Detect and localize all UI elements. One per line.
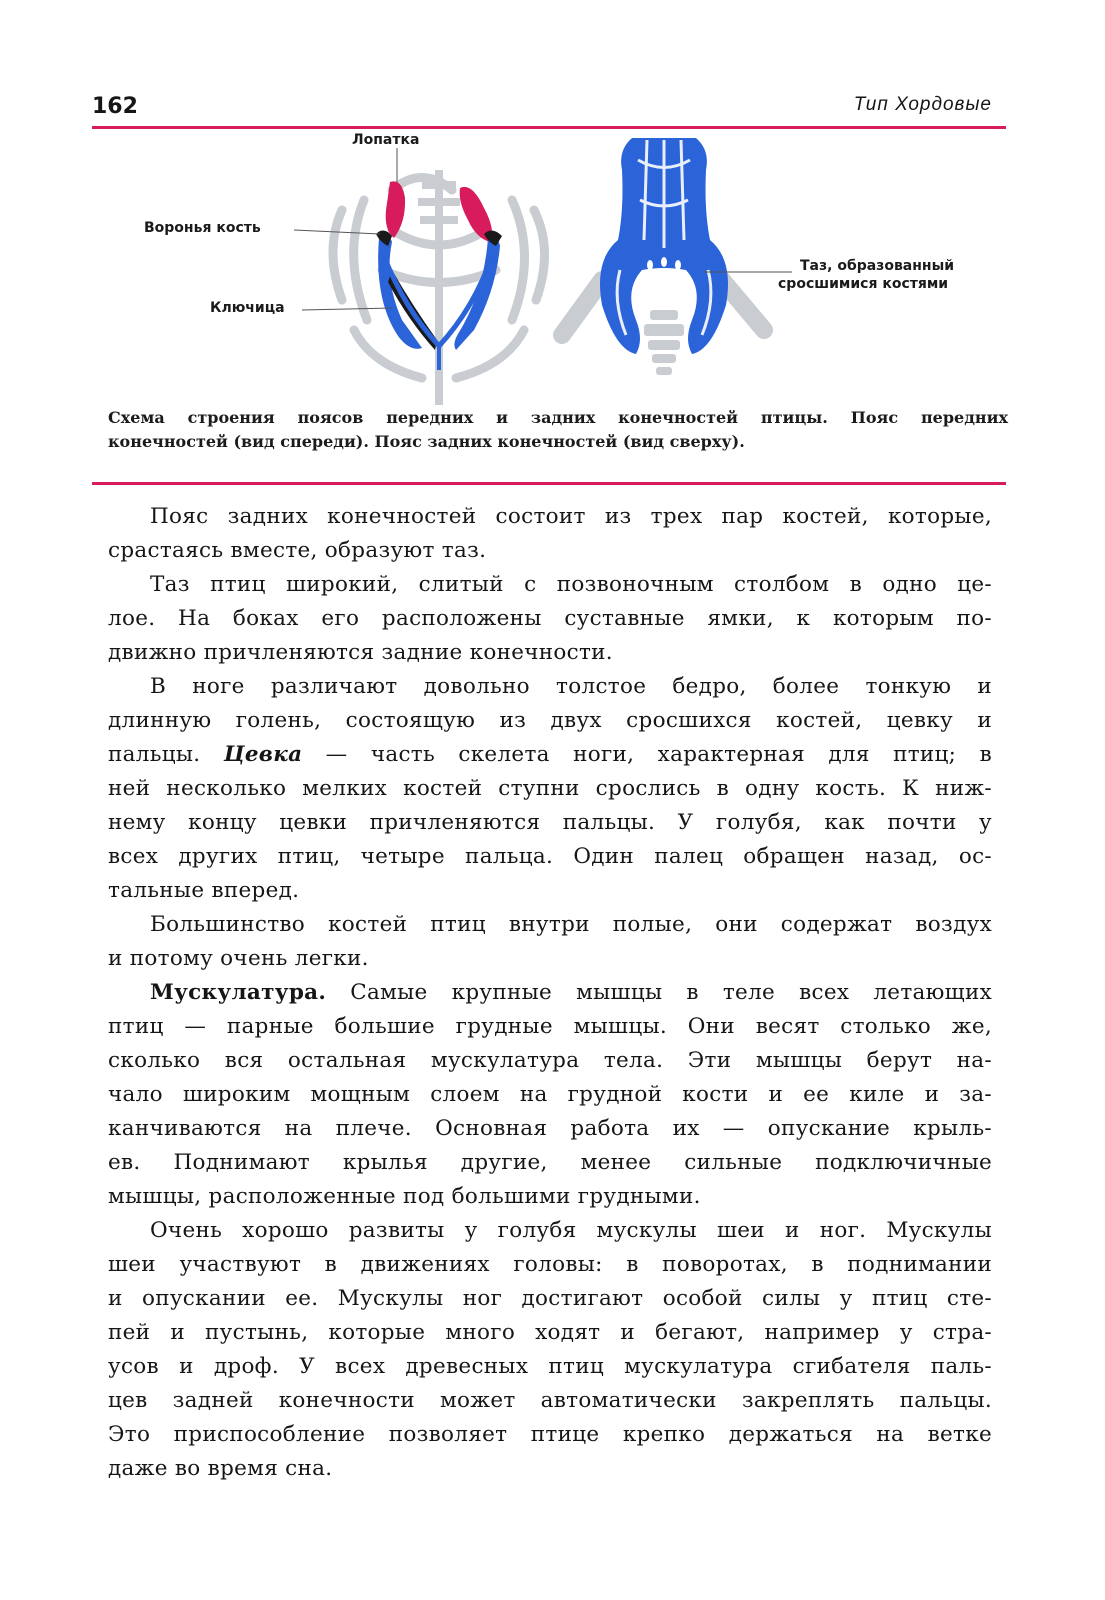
label-coracoid: Воронья кость bbox=[144, 220, 261, 236]
text-line: и потому очень легки. bbox=[108, 946, 369, 971]
figure-caption bbox=[108, 406, 1008, 454]
page-header bbox=[92, 92, 1004, 126]
text-line: Очень хорошо развиты у голубя мускулы шеи и ног. Мускулы bbox=[150, 1218, 992, 1243]
skeleton-figure bbox=[92, 130, 1006, 410]
figure-rule bbox=[92, 482, 1006, 485]
text-line: канчиваются на плече. Основная работа их — опускание крыль- bbox=[108, 1116, 992, 1141]
text-line-with-lead bbox=[108, 976, 992, 1010]
term-suffix: — часть скелета ноги, характерная для птиц; в bbox=[325, 742, 992, 767]
text-line: тальные вперед. bbox=[108, 878, 300, 903]
paragraph bbox=[108, 670, 992, 908]
text-line: шеи участвуют в движениях головы: в поворотах, в поднимании bbox=[108, 1252, 992, 1277]
paragraph bbox=[108, 1214, 992, 1486]
page-number: 162 bbox=[92, 94, 138, 119]
text-line: всех других птиц, четыре пальца. Один палец обращен назад, ос- bbox=[108, 844, 992, 869]
text-line: В ноге различают довольно толстое бедро, более тонкую и bbox=[150, 674, 992, 699]
text-line: нему концу цевки причленяются пальцы. У голубя, как почти у bbox=[108, 810, 992, 835]
paragraph bbox=[108, 568, 992, 670]
text-line: и опускании ее. Мускулы ног достигают особой силы у птиц сте- bbox=[108, 1286, 992, 1311]
label-pelvis-line1: Таз, образованный bbox=[800, 258, 955, 274]
lead-rest: Самые крупные мышцы в теле всех летающих bbox=[350, 980, 993, 1005]
text-line: сколько вся остальная мускулатура тела. Эти мышцы берут на- bbox=[108, 1048, 992, 1073]
header-rule bbox=[92, 126, 1006, 129]
text-line: мышцы, расположенные под большими грудными. bbox=[108, 1184, 701, 1209]
term-tarsometatarsus: Цевка bbox=[223, 742, 303, 767]
text-line: пей и пустынь, которые много ходят и бегают, например у стра- bbox=[108, 1320, 992, 1345]
pelvic-girdle-diagram bbox=[562, 138, 792, 375]
text-line: птиц — парные большие грудные мышцы. Они весят столько же, bbox=[108, 1014, 992, 1039]
caption-line: конечностей (вид спереди). Пояс задних конечностей (вид сверху). bbox=[108, 432, 745, 451]
body-text bbox=[108, 500, 992, 1486]
caption-line: Схема строения поясов передних и задних конечностей птицы. Пояс передних bbox=[108, 408, 1008, 427]
label-pelvis-line2: сросшимися костями bbox=[778, 276, 949, 292]
paragraph bbox=[108, 500, 992, 568]
label-clavicle: Ключица bbox=[210, 300, 285, 316]
text-line: длинную голень, состоящую из двух сросшихся костей, цевку и bbox=[108, 708, 992, 733]
text-line: Таз птиц широкий, слитый с позвоночным столбом в одно це- bbox=[150, 572, 992, 597]
text-line: лое. На боках его расположены суставные ямки, к которым по- bbox=[108, 606, 992, 631]
label-scapula: Лопатка bbox=[352, 132, 420, 148]
shoulder-girdle-diagram bbox=[294, 148, 545, 405]
term-prefix: пальцы. bbox=[108, 742, 201, 767]
text-line: ев. Поднимают крылья другие, менее сильные подключичные bbox=[108, 1150, 992, 1175]
text-line: Пояс задних конечностей состоит из трех пар костей, которые, bbox=[150, 504, 992, 529]
paragraph bbox=[108, 908, 992, 976]
text-line: цев задней конечности может автоматически закреплять пальцы. bbox=[108, 1388, 992, 1413]
text-line: чало широким мощным слоем на грудной кости и ее киле и за- bbox=[108, 1082, 992, 1107]
running-title: Тип Хордовые bbox=[853, 94, 992, 115]
text-line: Большинство костей птиц внутри полые, они содержат воздух bbox=[150, 912, 992, 937]
text-line: срастаясь вместе, образуют таз. bbox=[108, 538, 487, 563]
text-line: Это приспособление позволяет птице крепко держаться на ветке bbox=[108, 1422, 992, 1447]
section-lead: Мускулатура. bbox=[150, 980, 327, 1005]
text-line: движно причленяются задние конечности. bbox=[108, 640, 613, 665]
text-line-with-term bbox=[108, 738, 992, 772]
text-line: даже во время сна. bbox=[108, 1456, 333, 1481]
text-line: усов и дроф. У всех древесных птиц мускулатура сгибателя паль- bbox=[108, 1354, 992, 1379]
text-line: ней несколько мелких костей ступни срослись в одну кость. К ниж- bbox=[108, 776, 992, 801]
paragraph bbox=[108, 976, 992, 1214]
